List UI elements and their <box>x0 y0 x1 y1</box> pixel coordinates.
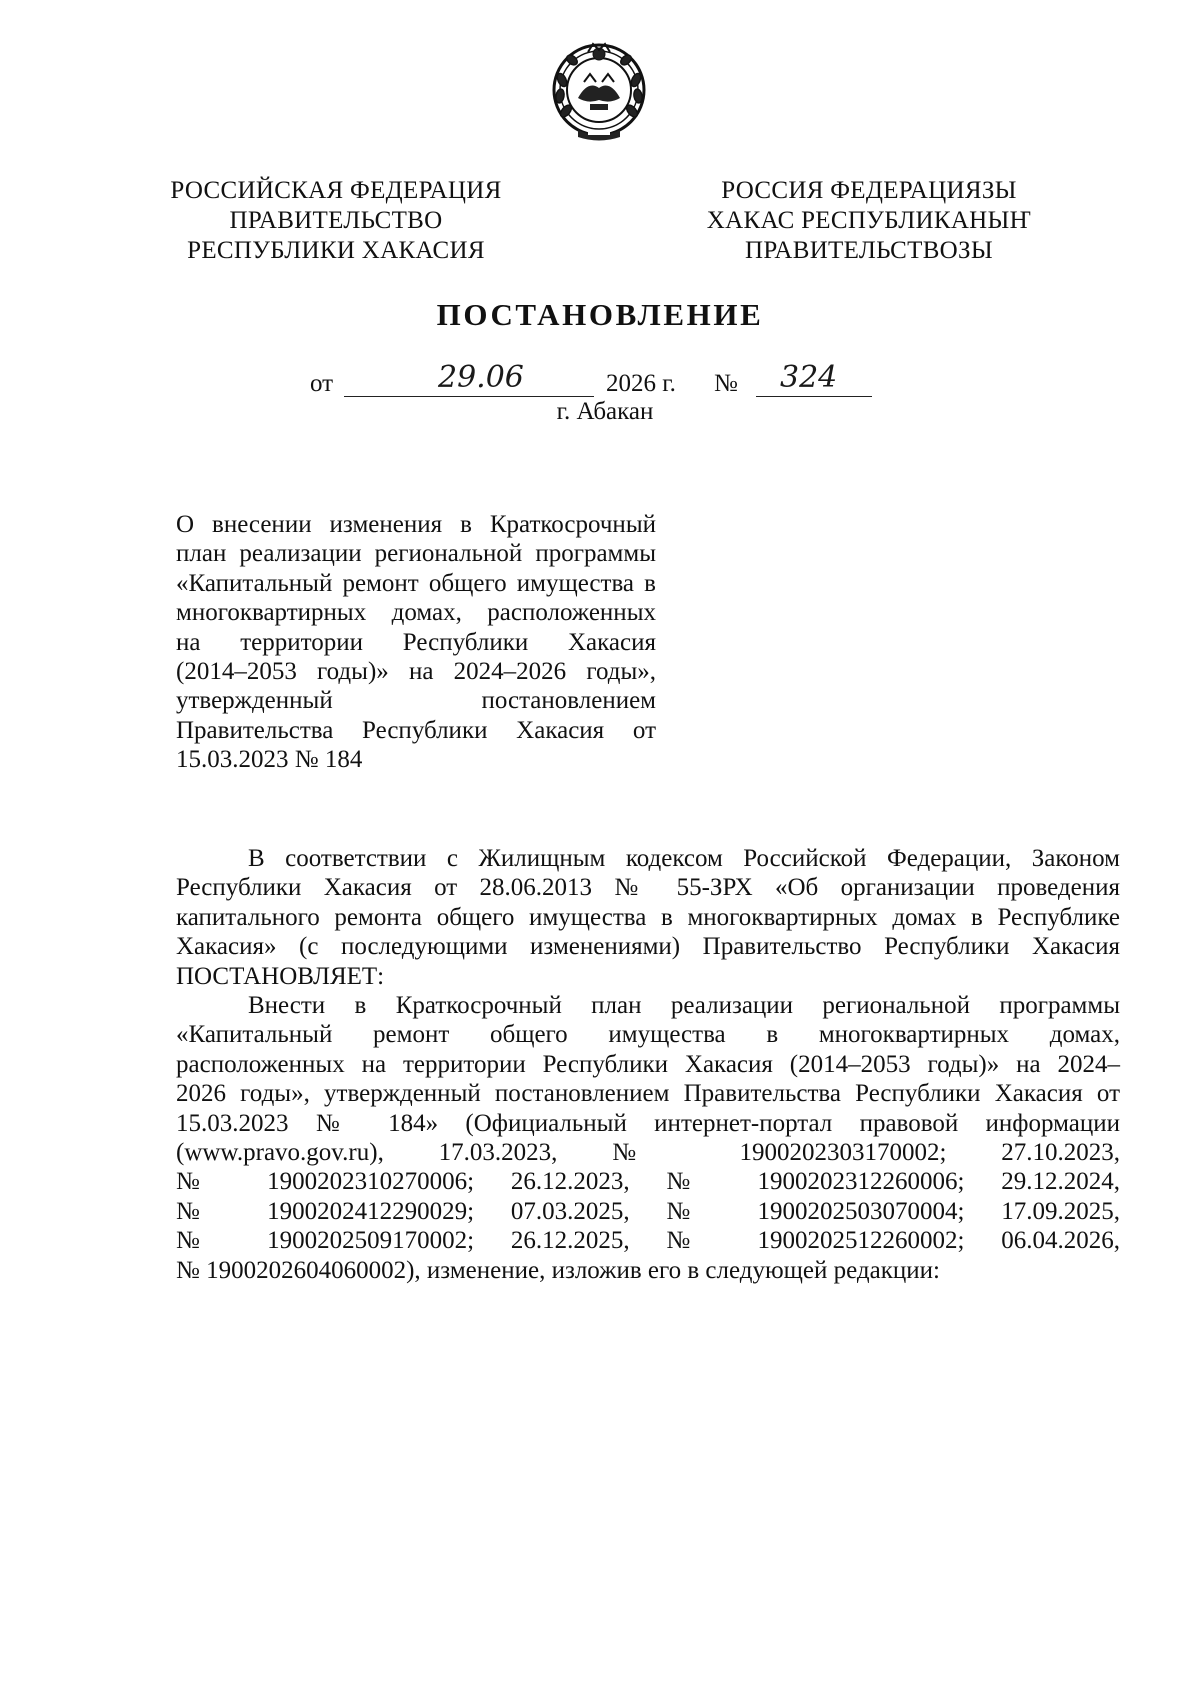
subject-line: на территории Республики Хакасия <box>176 628 656 656</box>
body-line: (www.pravo.gov.ru), 17.03.2023, № 1900202303170002; 27.10.2023, <box>176 1139 1120 1167</box>
from-label: от <box>310 370 334 397</box>
header-right-line: ПРАВИТЕЛЬСТВОЗЫ <box>745 237 993 264</box>
body-line: Республики Хакасия от 28.06.2013 № 55-ЗРХ «Об организации проведения <box>176 874 1120 902</box>
document-body <box>176 844 1120 1285</box>
header-left-line: ПРАВИТЕЛЬСТВО <box>229 207 443 234</box>
coat-of-arms-emblem <box>548 40 650 144</box>
body-line: ПОСТАНОВЛЯЕТ: <box>176 962 385 990</box>
year-label: 2026 г. <box>606 370 676 397</box>
body-line: № 1900202509170002; 26.12.2025, № 1900202512260002; 06.04.2026, <box>176 1227 1120 1255</box>
header-right-block <box>688 176 1050 266</box>
subject-line: план реализации региональной программы <box>176 540 656 568</box>
document-subject <box>176 510 656 775</box>
handwritten-date: 29.06 <box>438 360 524 395</box>
subject-line: 15.03.2023 № 184 <box>176 746 363 774</box>
header-right-line: ХАКАС РЕСПУБЛИКАНЫҤ <box>706 207 1032 234</box>
subject-line: О внесении изменения в Краткосрочный <box>176 511 656 538</box>
subject-line: (2014–2053 годы)» на 2024–2026 годы», <box>176 658 656 686</box>
header-right-line: РОССИЯ ФЕДЕРАЦИЯЗЫ <box>721 177 1017 204</box>
document-title: ПОСТАНОВЛЕНИЕ <box>436 297 764 332</box>
header-left-line: РЕСПУБЛИКИ ХАКАСИЯ <box>187 237 485 264</box>
city: г. Абакан <box>556 398 654 425</box>
header-left-block <box>160 176 512 266</box>
number-label: № <box>714 370 738 397</box>
body-line: 15.03.2023 № 184» (Официальный интернет-портал правовой информации <box>176 1109 1120 1137</box>
body-line: № 1900202310270006; 26.12.2023, № 1900202312260006; 29.12.2024, <box>176 1168 1120 1196</box>
body-line: 2026 годы», утвержденный постановлением Правительства Республики Хакасия от <box>176 1080 1120 1108</box>
header-left-line: РОССИЙСКАЯ ФЕДЕРАЦИЯ <box>170 177 502 204</box>
body-line: расположенных на территории Республики Хакасия (2014–2053 годы)» на 2024– <box>176 1050 1120 1078</box>
subject-line: Правительства Республики Хакасия от <box>176 716 656 744</box>
body-line: № 1900202412290029; 07.03.2025, № 1900202503070004; 17.09.2025, <box>176 1197 1120 1225</box>
body-line: капитального ремонта общего имущества в многоквартирных домах в Республике <box>176 903 1120 931</box>
body-line: «Капитальный ремонт общего имущества в многоквартирных домах, <box>176 1021 1120 1049</box>
body-line: В соответствии с Жилищным кодексом Российской Федерации, Законом <box>248 845 1120 872</box>
handwritten-number: 324 <box>780 360 838 395</box>
subject-line: утвержденный постановлением <box>176 687 656 715</box>
subject-line: «Капитальный ремонт общего имущества в <box>176 569 656 597</box>
body-line: Хакасия» (с последующими изменениями) Правительство Республики Хакасия <box>176 933 1120 961</box>
subject-line: многоквартирных домах, расположенных <box>176 599 656 627</box>
body-line: № 1900202604060002), изменение, изложив его в следующей редакции: <box>176 1256 940 1284</box>
body-line: Внести в Краткосрочный план реализации региональной программы <box>248 992 1120 1020</box>
